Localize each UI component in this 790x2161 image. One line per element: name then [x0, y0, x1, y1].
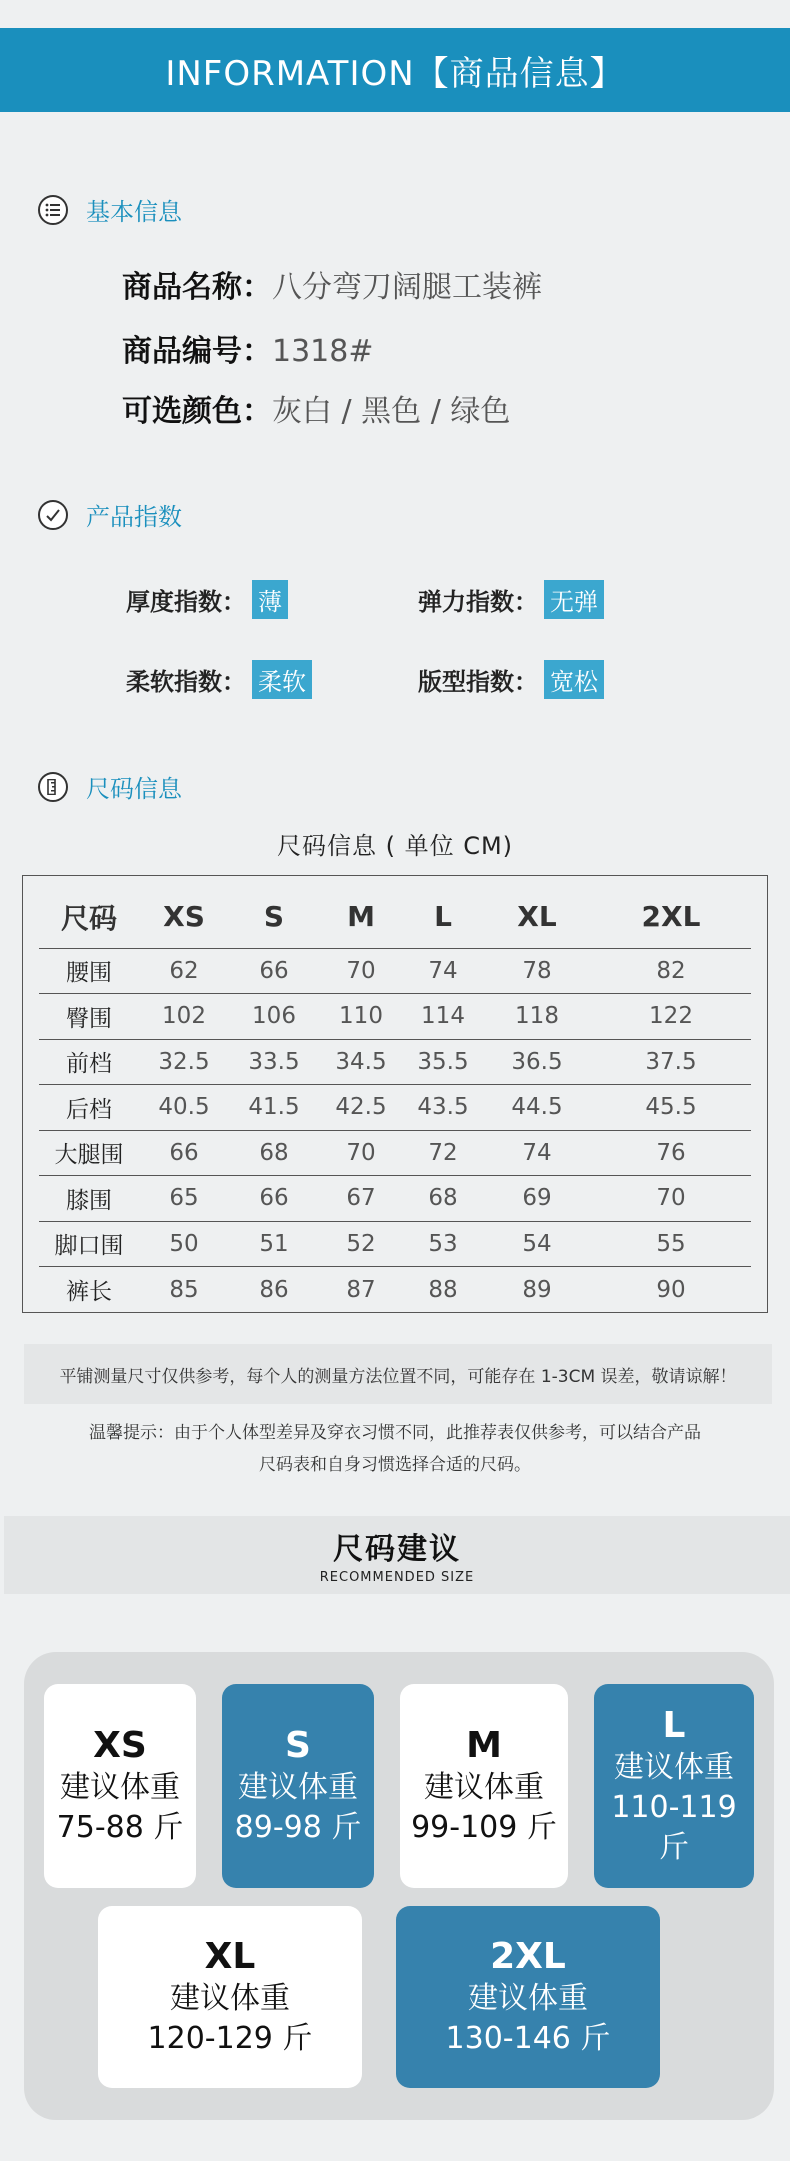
recommend-subtitle: RECOMMENDED SIZE [319, 1570, 475, 1585]
info-row-name [122, 262, 542, 306]
table-header-row [39, 886, 751, 948]
row-label-cell: 膝围 [39, 1176, 139, 1222]
table-cell: 43.5 [403, 1085, 483, 1131]
card-range: 89-98 斤 [234, 1810, 362, 1845]
table-header-cell: XS [139, 886, 229, 948]
table-cell: 32.5 [139, 1039, 229, 1085]
table-header-cell: XL [483, 886, 591, 948]
table-header-cell: 2XL [591, 886, 751, 948]
index-thickness [126, 580, 288, 619]
info-row-code [122, 326, 373, 370]
table-cell: 44.5 [483, 1085, 591, 1131]
info-value: 八分弯刀阔腿工装裤 [272, 270, 542, 305]
table-cell: 82 [591, 948, 751, 994]
table-cell: 51 [229, 1221, 319, 1267]
table-cell: 70 [319, 948, 403, 994]
table-cell: 87 [346, 1276, 376, 1303]
table-cell: 42.5 [319, 1085, 403, 1131]
ruler-icon [38, 772, 68, 802]
table-cell: 70 [319, 1130, 403, 1176]
tip-line-1: 温馨提示：由于个人体型差异及穿衣习惯不同，此推荐表仅供参考，可以结合产品 [89, 1423, 701, 1443]
card-size: M [466, 1725, 502, 1766]
recommend-title: 尺码建议 [333, 1532, 461, 1567]
table-cell: 86 [259, 1276, 289, 1303]
index-label: 厚度指数： [126, 588, 246, 616]
index-label: 版型指数： [418, 668, 538, 696]
size-table-caption: 尺码信息 ( 单位 CM) [276, 832, 514, 860]
table-cell: 55 [591, 1221, 751, 1267]
index-fit [418, 660, 604, 699]
card-range: 130-146 斤 [445, 2021, 611, 2056]
table-cell: 78 [483, 948, 591, 994]
table-cell: 68 [403, 1176, 483, 1222]
measurement-note [24, 1344, 772, 1404]
table-cell: 53 [403, 1221, 483, 1267]
size-card-xs [44, 1684, 196, 1888]
index-value-tag: 无弹 [544, 580, 604, 619]
card-size: XS [93, 1725, 147, 1766]
index-value-tag: 柔软 [252, 660, 312, 699]
table-cell: 90 [656, 1276, 686, 1303]
page-title: INFORMATION【商品信息】 [165, 53, 625, 94]
table-cell: 122 [591, 994, 751, 1040]
card-range: 99-109 斤 [411, 1810, 557, 1845]
size-card-xl [98, 1906, 362, 2088]
table-cell: 62 [139, 948, 229, 994]
table-cell: 118 [483, 994, 591, 1040]
row-label-cell: 裤长 [66, 1279, 112, 1305]
index-label: 弹力指数： [418, 588, 538, 616]
table-cell: 114 [403, 994, 483, 1040]
index-value-tag: 薄 [252, 580, 288, 619]
table-cell: 102 [139, 994, 229, 1040]
table-row [39, 1176, 751, 1222]
table-header-cell: M [319, 886, 403, 948]
list-icon [38, 195, 68, 225]
card-range: 110-119 斤 [611, 1790, 737, 1865]
table-cell: 66 [229, 1176, 319, 1222]
section-title: 产品指数 [86, 503, 182, 531]
card-label: 建议体重 [424, 1770, 544, 1805]
table-cell: 74 [403, 948, 483, 994]
row-label-cell: 后档 [39, 1085, 139, 1131]
info-label: 可选颜色： [122, 394, 272, 429]
section-title: 基本信息 [86, 198, 182, 226]
tip-line-2: 尺码表和自身习惯选择合适的尺码。 [259, 1455, 531, 1475]
index-label: 柔软指数： [126, 668, 246, 696]
card-label: 建议体重 [468, 1981, 588, 2016]
info-row-colors [122, 386, 510, 430]
table-cell: 45.5 [591, 1085, 751, 1131]
card-label: 建议体重 [60, 1770, 180, 1805]
table-cell: 88 [428, 1276, 458, 1303]
table-row [39, 1130, 751, 1176]
table-row [39, 994, 751, 1040]
table-cell: 33.5 [229, 1039, 319, 1085]
table-cell: 68 [229, 1130, 319, 1176]
section-title: 尺码信息 [86, 775, 182, 803]
card-label: 建议体重 [238, 1770, 358, 1805]
index-softness [126, 660, 312, 699]
table-header-cell: S [229, 886, 319, 948]
table-cell: 72 [403, 1130, 483, 1176]
table-header-cell: 尺码 [39, 886, 139, 948]
table-cell: 85 [169, 1276, 199, 1303]
table-row [39, 1267, 751, 1313]
index-value-tag: 宽松 [544, 660, 604, 699]
note-text: 平铺测量尺寸仅供参考，每个人的测量方法位置不同，可能存在 1-3CM 误差，敬请谅解！ [59, 1366, 737, 1387]
row-label-cell: 腰围 [39, 948, 139, 994]
table-cell: 110 [319, 994, 403, 1040]
section-basic-info [38, 192, 182, 227]
info-value: 1318# [272, 334, 374, 369]
table-cell: 89 [522, 1276, 552, 1303]
size-card-2xl [396, 1906, 660, 2088]
table-cell: 52 [319, 1221, 403, 1267]
index-elasticity [418, 580, 604, 619]
table-cell: 40.5 [139, 1085, 229, 1131]
table-cell: 70 [591, 1176, 751, 1222]
size-table-box [22, 875, 768, 1313]
table-cell: 76 [591, 1130, 751, 1176]
table-cell: 41.5 [229, 1085, 319, 1131]
card-size: 2XL [490, 1936, 566, 1977]
table-row [39, 1085, 751, 1131]
recommend-header [4, 1516, 790, 1594]
page-header-banner [0, 28, 790, 112]
check-icon [38, 500, 68, 530]
card-label: 建议体重 [170, 1981, 290, 2016]
table-cell: 50 [139, 1221, 229, 1267]
table-cell: 35.5 [403, 1039, 483, 1085]
table-cell: 106 [229, 994, 319, 1040]
table-row [39, 948, 751, 994]
row-label-cell: 大腿围 [39, 1130, 139, 1176]
card-size: S [285, 1725, 311, 1766]
size-card-s [222, 1684, 374, 1888]
table-cell: 36.5 [483, 1039, 591, 1085]
card-size: L [662, 1705, 686, 1746]
info-value: 灰白 / 黑色 / 绿色 [272, 394, 511, 429]
table-cell: 37.5 [591, 1039, 751, 1085]
card-range: 75-88 斤 [56, 1810, 184, 1845]
table-cell: 66 [229, 948, 319, 994]
table-cell: 67 [319, 1176, 403, 1222]
row-label-cell: 臀围 [39, 994, 139, 1040]
card-size: XL [204, 1936, 256, 1977]
table-cell: 54 [483, 1221, 591, 1267]
size-card-l [594, 1684, 754, 1888]
table-cell: 65 [139, 1176, 229, 1222]
row-label-cell: 脚口围 [39, 1221, 139, 1267]
card-label: 建议体重 [614, 1750, 734, 1785]
size-table [39, 886, 751, 1312]
info-label: 商品编号： [122, 334, 272, 369]
table-row [39, 1039, 751, 1085]
table-cell: 34.5 [319, 1039, 403, 1085]
table-cell: 74 [483, 1130, 591, 1176]
info-label: 商品名称： [122, 270, 272, 305]
table-cell: 69 [483, 1176, 591, 1222]
section-size-info [38, 769, 182, 804]
table-cell: 66 [139, 1130, 229, 1176]
section-product-indices [38, 497, 182, 532]
row-label-cell: 前档 [39, 1039, 139, 1085]
card-range: 120-129 斤 [147, 2021, 313, 2056]
table-row [39, 1221, 751, 1267]
recommend-panel [24, 1652, 774, 2120]
size-card-m [400, 1684, 568, 1888]
table-header-cell: L [403, 886, 483, 948]
